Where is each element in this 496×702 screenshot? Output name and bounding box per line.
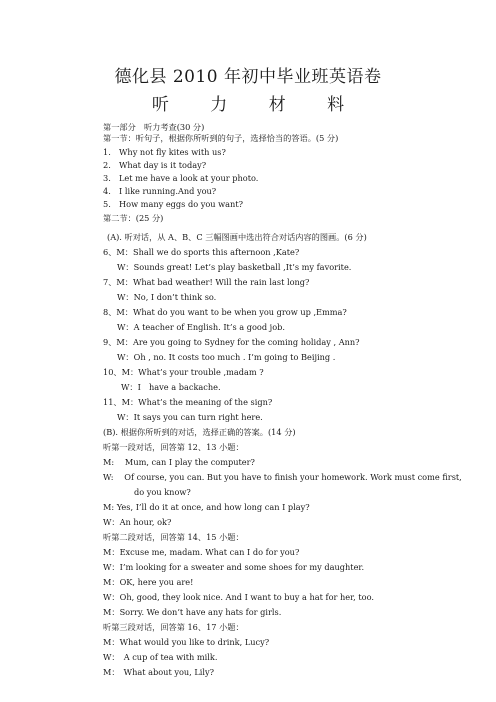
section-b-heading: (B). 根据你所听到的对话，选择正确的答案。(14 分)	[103, 427, 296, 437]
dialogue-9-w: W：Oh , no. It costs too much . I’m going to Beijing .	[117, 352, 336, 362]
question-2: 2. What day is it today?	[103, 160, 207, 170]
dialogue-10-w: W：I have a backache.	[121, 382, 221, 392]
document-subtitle: 听 力 材 料	[151, 95, 363, 115]
conversation-2-line-1: M：Excuse me, madam. What can I do for you?	[103, 547, 300, 557]
question-1: 1. Why not fly kites with us?	[103, 147, 226, 157]
dialogue-7-m: 7、M：What bad weather! Will the rain last long?	[103, 277, 310, 287]
conversation-2-line-5: M：Sorry. We don’t have any hats for girls.	[103, 607, 282, 617]
conversation-2-line-3: M：OK, here you are!	[103, 577, 194, 587]
conversation-1-line-3: do you know?	[134, 487, 191, 497]
dialogue-8-m: 8、M：What do you want to be when you grow up ,Emma?	[103, 307, 347, 317]
dialogue-7-w: W：No, I don’t think so.	[117, 292, 217, 302]
dialogue-6-m: 6、M：Shall we do sports this afternoon ,Kate?	[103, 247, 300, 257]
question-5: 5. How many eggs do you want?	[103, 199, 244, 209]
dialogue-11-m: 11、M：What’s the meaning of the sign?	[103, 397, 273, 407]
section-two-heading: 第二节：(25 分)	[103, 213, 164, 223]
question-3: 3. Let me have a look at your photo.	[103, 173, 259, 183]
conversation-2-heading: 听第二段对话，回答第 14、15 小题：	[103, 532, 244, 542]
section-a-heading: (A). 听对话，从 A、B、C 三幅图画中选出符合对话内容的图画。(6 分)	[107, 232, 367, 242]
dialogue-11-w: W：It says you can turn right here.	[117, 412, 263, 422]
part-one-heading: 第一部分 听力考查(30 分)	[103, 122, 205, 132]
conversation-2-line-4: W：Oh, good, they look nice. And I want to buy a hat for her, too.	[103, 592, 374, 602]
dialogue-9-m: 9、M：Are you going to Sydney for the coming holiday , Ann?	[103, 337, 360, 347]
conversation-1-line-5: W：An hour, ok?	[103, 517, 172, 527]
dialogue-8-w: W：A teacher of English. It’s a good job.	[117, 322, 285, 332]
conversation-1-line-4: M: Yes, I’ll do it at once, and how long can I play?	[103, 502, 310, 512]
dialogue-6-w: W：Sounds great! Let’s play basketball ,It’s my favorite.	[117, 262, 352, 272]
question-4: 4. I like running.And you?	[103, 186, 217, 196]
conversation-2-line-2: W：I’m looking for a sweater and some shoes for my daughter.	[103, 562, 365, 572]
conversation-1-heading: 听第一段对话，回答第 12、13 小题：	[103, 442, 244, 452]
dialogue-10-m: 10、M：What’s your trouble ,madam ?	[103, 367, 264, 377]
conversation-1-line-2: W: Of course, you can. But you have to finish your homework. Work must come first,	[103, 472, 462, 482]
document-title: 德化县 2010 年初中毕业班英语卷	[114, 67, 382, 87]
conversation-3-line-2: W： A cup of tea with milk.	[103, 652, 218, 662]
conversation-3-heading: 听第三段对话，回答第 16、17 小题：	[103, 622, 244, 632]
conversation-3-line-3: M： What about you, Lily?	[103, 667, 215, 677]
conversation-3-line-1: M：What would you like to drink, Lucy?	[103, 637, 270, 647]
section-one-heading: 第一节：听句子，根据你所听到的句子，选择恰当的答语。(5 分)	[103, 133, 339, 143]
conversation-1-line-1: M: Mum, can I play the computer?	[103, 457, 255, 467]
